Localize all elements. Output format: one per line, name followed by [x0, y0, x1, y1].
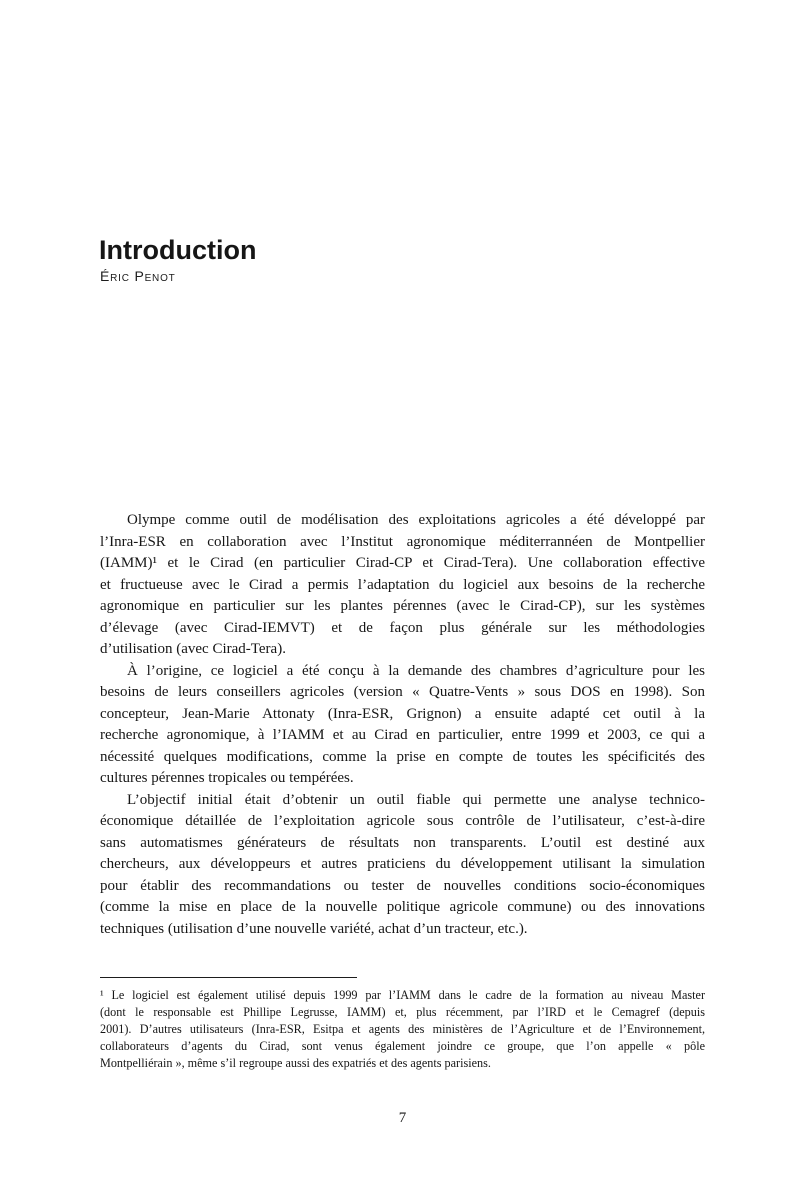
body-line: économique détaillée de l’exploitation agricole sous contrôle de l’utilisateur, c’est-à-dire	[100, 813, 705, 829]
footnote-line: 2001). D’autres utilisateurs (Inra-ESR, Esitpa et agents des ministères de l’Agriculture et de l’Environnement,	[100, 1022, 705, 1036]
footnote-line: collaborateurs d’agents du Cirad, sont venus également joindre ce groupe, que l’on appelle « pôle	[100, 1039, 705, 1053]
body-line: et fructueuse avec le Cirad a permis l’adaptation du logiciel aux besoins de la recherche	[100, 576, 705, 593]
body-line: (comme la mise en place de la nouvelle politique agricole commune) ou des innovations	[100, 899, 705, 915]
author-name: Éric Penot	[100, 268, 176, 284]
body-text	[100, 510, 705, 940]
body-line: Olympe comme outil de modélisation des exploitations agricoles a été développé par	[127, 512, 705, 528]
paragraph-3	[100, 790, 705, 941]
body-line: d’utilisation (avec Cirad-Tera).	[100, 641, 286, 657]
footnote-line: Montpelliérain », même s’il regroupe aussi des expatriés et des agents parisiens.	[100, 1056, 491, 1070]
body-line: d’élevage (avec Cirad-IEMVT) et de façon plus générale sur les méthodologies	[100, 619, 705, 636]
body-line: À l’origine, ce logiciel a été conçu à la demande des chambres d’agriculture pour les	[127, 662, 705, 679]
body-line: cultures pérennes tropicales ou tempérées.	[100, 770, 354, 786]
chapter-title: Introduction	[99, 235, 257, 266]
body-line: recherche agronomique, à l’IAMM et au Cirad en particulier, entre 1999 et 2003, ce qui a	[100, 727, 705, 743]
footnote-line: ¹ Le logiciel est également utilisé depuis 1999 par l’IAMM dans le cadre de la formation au niveau Master	[100, 988, 705, 1002]
paragraph-2	[100, 661, 705, 790]
body-line: besoins de leurs conseillers agricoles (version « Quatre-Vents » sous DOS en 1998). Son	[100, 684, 705, 700]
body-line: techniques (utilisation d’une nouvelle variété, achat d’un tracteur, etc.).	[100, 920, 528, 937]
body-line: chercheurs, aux développeurs et autres praticiens du développement utilisant la simulation	[100, 856, 705, 872]
page-number: 7	[398, 1110, 407, 1126]
footnote	[100, 987, 705, 1072]
footnote-separator	[100, 977, 357, 978]
body-line: l’Inra-ESR en collaboration avec l’Institut agronomique méditerrannéen de Montpellier	[100, 533, 705, 550]
body-line: (IAMM)¹ et le Cirad (en particulier Cirad-CP et Cirad-Tera). Une collaboration effective	[100, 555, 705, 571]
body-line: agronomique en particulier sur les plantes pérennes (avec le Cirad-CP), sur les systèmes	[100, 598, 705, 614]
footnote-line: (dont le responsable est Phillipe Legrusse, IAMM) et, plus récemment, par l’IRD et le Cemagref (depuis	[100, 1005, 705, 1019]
body-line: nécessité quelques modifications, comme la prise en compte de toutes les spécificités des	[100, 748, 705, 765]
paragraph-1	[100, 510, 705, 661]
body-line: sans automatismes générateurs de résultats non transparents. L’outil est destiné aux	[100, 834, 705, 851]
body-line: L’objectif initial était d’obtenir un outil fiable qui permette une analyse technico-	[127, 791, 705, 808]
body-line: pour établir des recommandations ou tester de nouvelles conditions socio-économiques	[100, 877, 705, 894]
body-line: concepteur, Jean-Marie Attonaty (Inra-ESR, Grignon) a ensuite adapté cet outil à la	[100, 705, 705, 722]
